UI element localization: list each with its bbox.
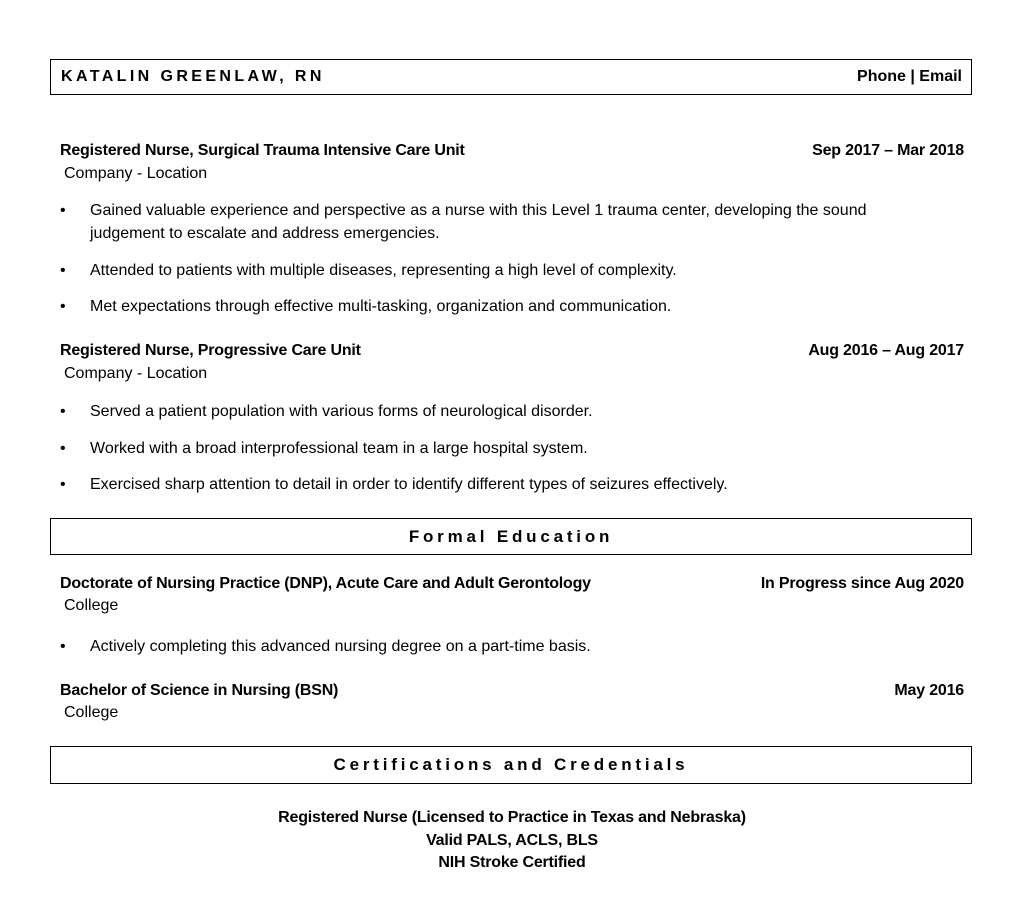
bullet-text: Worked with a broad interprofessional team in a large hospital system. — [90, 440, 588, 457]
bullet-icon: • — [60, 440, 66, 457]
certification-item: Registered Nurse (Licensed to Practice in Texas and Nebraska) — [278, 809, 746, 826]
bullet-text: Attended to patients with multiple diseases, representing a high level of complexity. — [90, 262, 677, 279]
bullet-icon: • — [60, 202, 66, 219]
contact-info: Phone | Email — [857, 68, 962, 85]
job-dates: Sep 2017 – Mar 2018 — [812, 142, 964, 159]
job-title: Registered Nurse, Surgical Trauma Intensive Care Unit — [60, 142, 465, 159]
bullet-icon: • — [60, 476, 66, 493]
degree-date: May 2016 — [894, 682, 964, 699]
list-item — [60, 400, 930, 423]
section-title: Formal Education — [408, 527, 614, 546]
bullet-icon: • — [60, 638, 66, 655]
certification-item: NIH Stroke Certified — [438, 854, 586, 871]
certification-item: Valid PALS, ACLS, BLS — [426, 831, 598, 849]
bullet-text: Exercised sharp attention to detail in order to identify different types of seizures effectively. — [90, 476, 728, 493]
job-company-location: Company - Location — [64, 165, 208, 182]
list-item — [60, 295, 930, 318]
list-item — [60, 437, 930, 460]
certifications-section-header — [50, 746, 972, 784]
list-item — [60, 199, 930, 245]
bullet-text: Served a patient population with various forms of neurological disorder. — [90, 403, 593, 420]
bullet-icon: • — [60, 298, 66, 315]
education-section-header — [50, 518, 972, 555]
list-item — [60, 635, 930, 658]
list-item — [60, 259, 930, 282]
certifications-list — [0, 807, 1024, 875]
header-bar — [50, 59, 972, 95]
bullet-icon: • — [60, 403, 66, 420]
bullet-text: Gained valuable experience and perspective as a nurse with this Level 1 trauma center, developing the sound judgement to escalate and address emergencies. — [90, 202, 867, 242]
degree-title: Bachelor of Science in Nursing (BSN) — [60, 682, 339, 699]
job-dates: Aug 2016 – Aug 2017 — [808, 342, 964, 359]
bullet-text: Met expectations through effective multi-tasking, organization and communication. — [90, 298, 672, 315]
degree-title: Doctorate of Nursing Practice (DNP), Acute Care and Adult Gerontology — [60, 575, 591, 592]
bullet-icon: • — [60, 262, 66, 279]
list-item — [60, 473, 930, 496]
job-title: Registered Nurse, Progressive Care Unit — [60, 342, 361, 359]
degree-date: In Progress since Aug 2020 — [760, 575, 964, 592]
section-title: Certifications and Credentials — [333, 755, 689, 774]
candidate-name: KATALIN GREENLAW, RN — [61, 68, 325, 85]
school-name: College — [64, 597, 119, 614]
school-name: College — [64, 704, 119, 721]
job-company-location: Company - Location — [64, 365, 208, 382]
bullet-text: Actively completing this advanced nursing degree on a part-time basis. — [90, 638, 591, 655]
